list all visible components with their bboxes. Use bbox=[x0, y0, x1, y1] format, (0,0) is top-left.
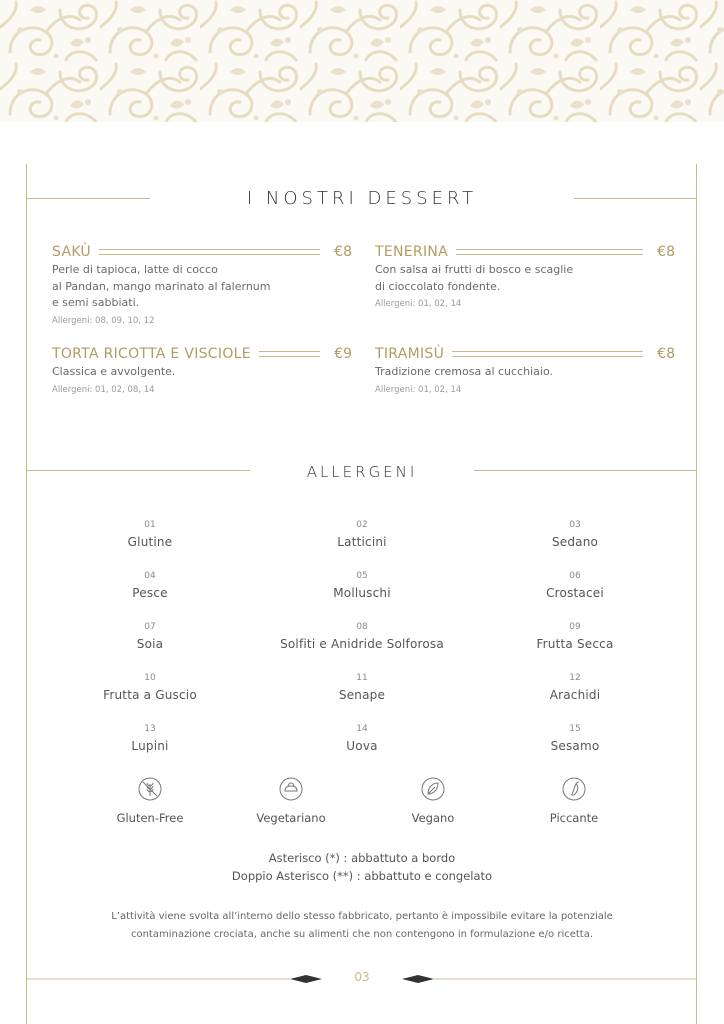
dish-allergens: Allergeni: 01, 02, 14 bbox=[375, 299, 462, 309]
allergen-item: 04 Pesce bbox=[132, 571, 168, 600]
allergen-item: 06 Crostacei bbox=[546, 571, 604, 600]
diet-vegano: Vegano bbox=[363, 777, 503, 825]
dish-tiramisu bbox=[375, 345, 675, 395]
dish-rule bbox=[99, 249, 320, 255]
allergen-item: 15 Sesamo bbox=[550, 724, 600, 753]
dish-torta-ricotta bbox=[52, 345, 352, 395]
allergen-item: 05 Molluschi bbox=[333, 571, 391, 600]
dish-price: €8 bbox=[334, 244, 352, 260]
dish-price: €8 bbox=[657, 346, 675, 362]
allergen-item: 13 Lupini bbox=[131, 724, 169, 753]
allergen-item: 03 Sedano bbox=[551, 520, 599, 549]
frame-left-vertical bbox=[26, 164, 27, 1024]
diet-gluten-free: Gluten-Free bbox=[80, 777, 220, 825]
allergen-item: 09 Frutta Secca bbox=[536, 622, 614, 651]
dish-rule bbox=[456, 249, 643, 255]
allergen-item: 01 Glutine bbox=[127, 520, 173, 549]
diet-piccante: Piccante bbox=[504, 777, 644, 825]
dish-description: Tradizione cremosa al cucchiaio. bbox=[375, 365, 553, 378]
dish-name: TENERINA bbox=[375, 244, 449, 260]
allergen-item: 07 Soia bbox=[136, 622, 164, 651]
allergen-item: 10 Frutta a Guscio bbox=[103, 673, 197, 702]
vegan-icon bbox=[421, 777, 445, 801]
allergen-item: 14 Uova bbox=[346, 724, 378, 753]
dish-rule bbox=[452, 351, 643, 357]
dish-price: €8 bbox=[657, 244, 675, 260]
damask-pattern-header bbox=[0, 0, 724, 122]
dish-allergens: Allergeni: 01, 02, 08, 14 bbox=[52, 384, 155, 395]
dish-description: Classica e avvolgente. bbox=[52, 365, 176, 378]
diet-vegetariano: Vegetariano bbox=[221, 777, 361, 825]
dish-description: Perle di tapioca, latte di cocco al Pandan, mango marinato al falernum e semi sabbiati. bbox=[52, 263, 271, 309]
dish-name: SAKÙ bbox=[52, 244, 91, 260]
dish-saku bbox=[52, 243, 352, 326]
allergen-item: 02 Latticini bbox=[337, 520, 387, 549]
allergens-section-title: ALLERGENI bbox=[306, 463, 418, 481]
vegetarian-icon bbox=[279, 777, 303, 801]
dish-name: TIRAMISÙ bbox=[375, 346, 445, 362]
dish-allergens: Allergeni: 01, 02, 14 bbox=[375, 384, 462, 395]
dish-name: TORTA RICOTTA E VISCIOLE bbox=[52, 346, 251, 362]
dish-rule bbox=[259, 351, 320, 357]
page-number: 03 bbox=[354, 970, 370, 984]
dish-price: €9 bbox=[334, 346, 352, 362]
frame-right-vertical bbox=[696, 164, 697, 1024]
gluten-free-icon bbox=[138, 777, 162, 801]
chili-icon bbox=[562, 777, 586, 801]
dish-tenerina bbox=[375, 243, 675, 309]
contamination-disclaimer: L’attività viene svolta all’interno dello stesso fabbricato, pertanto è impossibile evitare la potenziale contaminazione crociata, anche su alimenti che non contengono in formulazione e/o ricetta. bbox=[111, 911, 613, 940]
allergen-item: 08 Solfiti e Anidride Solforosa bbox=[280, 622, 444, 651]
allergen-item: 11 Senape bbox=[338, 673, 386, 702]
dessert-section-title: I NOSTRI DESSERT bbox=[246, 188, 478, 209]
dish-allergens: Allergeni: 08, 09, 10, 12 bbox=[52, 315, 155, 326]
dish-description: Con salsa ai frutti di bosco e scaglie di cioccolato fondente. bbox=[375, 263, 574, 293]
asterisk-notes: Asterisco (*) : abbattuto a bordo Doppio Asterisco (**) : abbattuto e congelato bbox=[231, 851, 493, 883]
allergen-item: 12 Arachidi bbox=[549, 673, 601, 702]
